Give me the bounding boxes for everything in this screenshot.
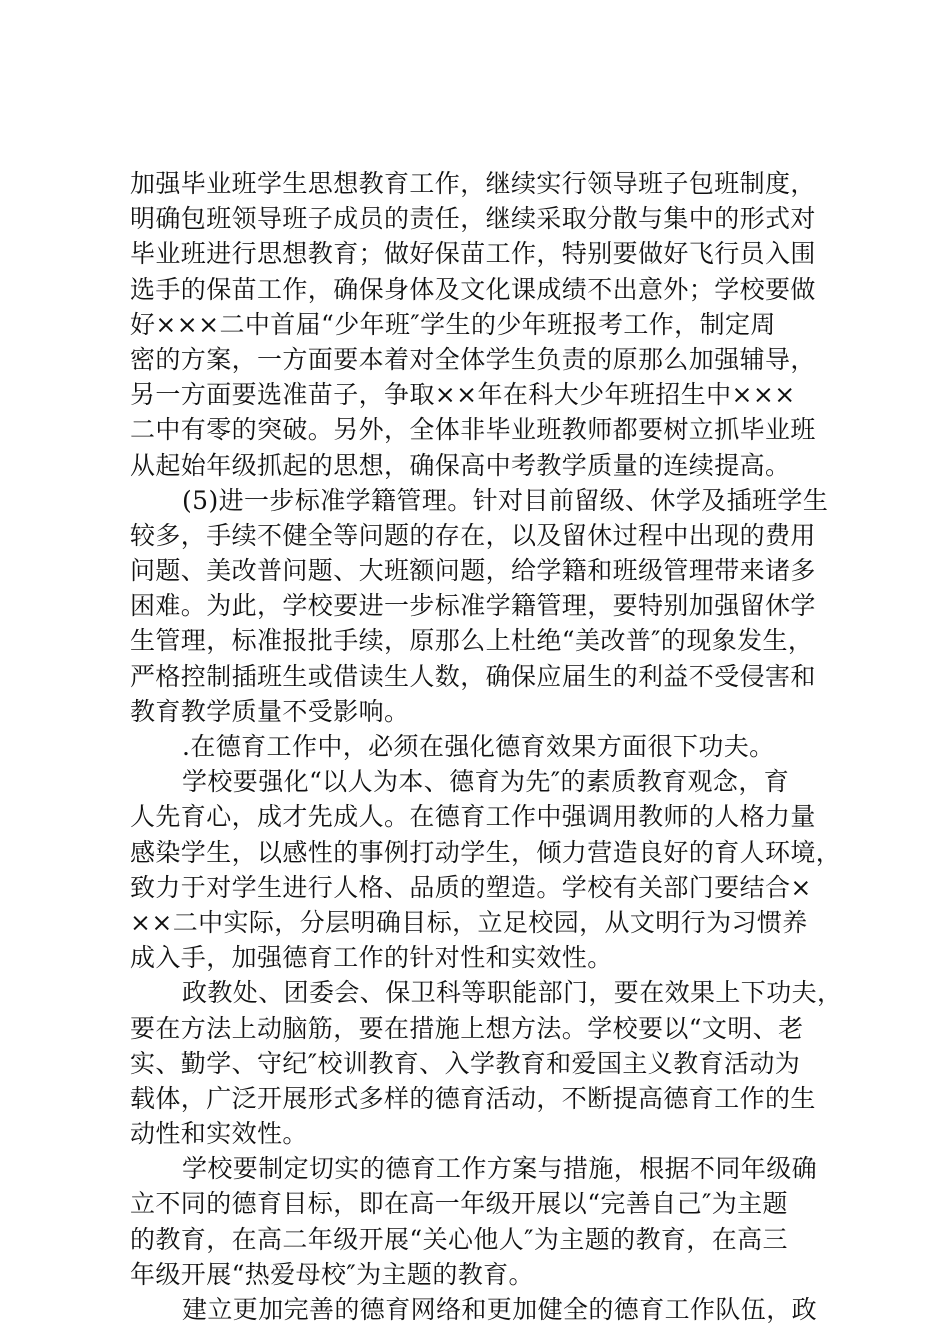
text-line: 人先育心，成才先成人。在德育工作中强调用教师的人格力量 [130, 802, 816, 832]
text-line: 学校要制定切实的德育工作方案与措施，根据不同年级确 [182, 1154, 818, 1184]
text-line: 教育教学质量不受影响。 [130, 696, 410, 726]
text-line: 另一方面要选准苗子，争取××年在科大少年班招生中××× [130, 380, 796, 410]
text-line: 年级开展“热爱母校″为主题的教育。 [130, 1259, 534, 1289]
text-line: 二中有零的突破。另外，全体非毕业班教师都要树立抓毕业班 [130, 415, 816, 445]
text-line: 立不同的德育目标，即在高一年级开展以“完善自己″为主题 [130, 1189, 788, 1219]
text-line: 选手的保苗工作，确保身体及文化课成绩不出意外；学校要做 [130, 274, 816, 304]
text-line: 政教处、团委会、保卫科等职能部门，要在效果上下功夫， [182, 978, 843, 1008]
text-line: 困难。为此，学校要进一步标准学籍管理，要特别加强留休学 [130, 591, 816, 621]
text-line: 要在方法上动脑筋，要在措施上想方法。学校要以“文明、老 [130, 1013, 804, 1043]
text-line: ××二中实际，分层明确目标，立足校园，从文明行为习惯养 [130, 907, 808, 937]
text-line: 致力于对学生进行人格、品质的塑造。学校有关部门要结合× [130, 872, 812, 902]
text-line: .在德育工作中，必须在强化德育效果方面很下功夫。 [182, 732, 775, 761]
text-line: 感染学生，以感性的事例打动学生，倾力营造良好的育人环境， [130, 837, 842, 867]
text-line: 载体，广泛开展形式多样的德育活动，不断提高德育工作的生 [130, 1083, 816, 1113]
text-line: 成入手，加强德育工作的针对性和实效性。 [130, 943, 613, 973]
text-line: 较多，手续不健全等问题的存在，以及留休过程中出现的费用 [130, 520, 816, 550]
text-line: 的教育，在高二年级开展“关心他人″为主题的教育，在高三 [130, 1224, 788, 1254]
text-line: 好×××二中首届“少年班″学生的少年班报考工作，制定周 [130, 309, 776, 339]
text-line: 动性和实效性。 [130, 1119, 308, 1149]
document-body [130, 166, 843, 1327]
text-line: 明确包班领导班子成员的责任，继续采取分散与集中的形式对 [130, 204, 816, 234]
text-line: 问题、美改普问题、大班额问题，给学籍和班级管理带来诸多 [130, 556, 816, 586]
text-line: 生管理，标准报批手续，原那么上杜绝“美改普″的现象发生， [130, 626, 814, 656]
text-line: 密的方案，一方面要本着对全体学生负责的原那么加强辅导， [130, 344, 816, 374]
text-line: 加强毕业班学生思想教育工作，继续实行领导班子包班制度， [130, 169, 816, 198]
text-line: 毕业班进行思想教育；做好保苗工作，特别要做好飞行员入围 [130, 239, 816, 269]
text-line: 学校要强化“以人为本、德育为先″的素质教育观念，育 [182, 767, 790, 797]
text-line: (5)进一步标准学籍管理。针对目前留级、休学及插班学生 [182, 485, 829, 515]
text-line: 严格控制插班生或借读生人数，确保应届生的利益不受侵害和 [130, 661, 816, 691]
text-line: 建立更加完善的德育网络和更加健全的德育工作队伍，政 [182, 1295, 818, 1324]
text-line: 实、勤学、守纪″校训教育、入学教育和爱国主义教育活动为 [130, 1048, 801, 1078]
text-line: 从起始年级抓起的思想，确保高中考教学质量的连续提高。 [130, 450, 791, 480]
